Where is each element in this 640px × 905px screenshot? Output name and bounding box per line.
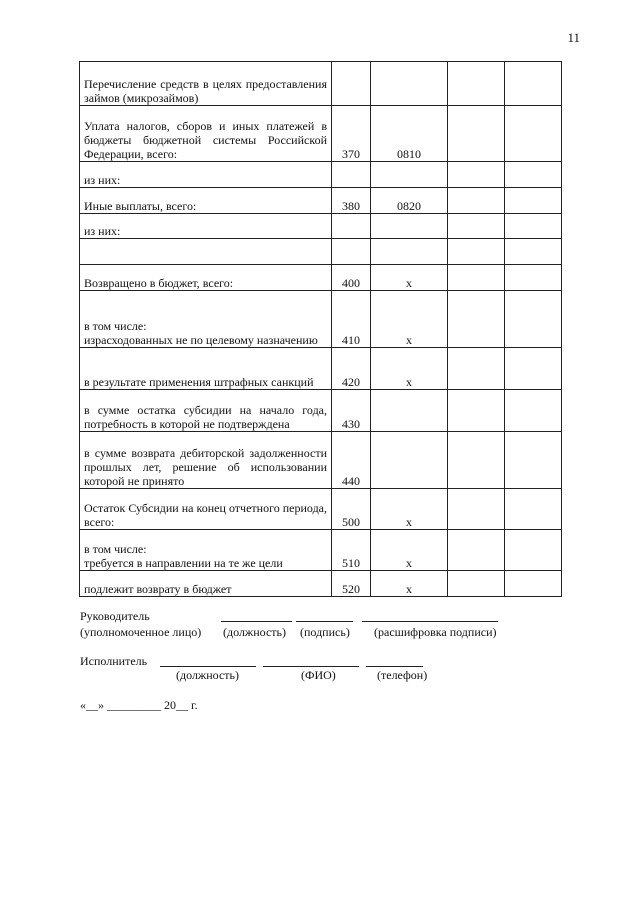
row-code: [371, 390, 448, 432]
value-cell: [448, 106, 505, 162]
table-row: [80, 106, 562, 162]
value-cell: [448, 265, 505, 291]
decryption-caption: (расшифровка подписи): [374, 625, 497, 639]
value-cell: [505, 62, 562, 106]
value-cell: [448, 162, 505, 188]
table-row: [80, 188, 562, 214]
executor-label: Исполнитель: [80, 654, 148, 668]
value-cell: [448, 188, 505, 214]
row-line-code: 410: [332, 291, 371, 348]
row-label: подлежит возврату в бюджет: [80, 571, 332, 597]
row-label: из них:: [80, 214, 332, 239]
value-cell: [505, 432, 562, 489]
value-cell: [448, 214, 505, 239]
value-cell: [505, 390, 562, 432]
value-cell: [505, 214, 562, 239]
row-code: [371, 62, 448, 106]
row-code: x: [371, 530, 448, 571]
value-cell: [448, 62, 505, 106]
value-cell: [448, 432, 505, 489]
table-row: [80, 390, 562, 432]
exec-position-line: [160, 666, 256, 667]
row-code: x: [371, 348, 448, 390]
row-code: [371, 214, 448, 239]
row-label: Иные выплаты, всего:: [80, 188, 332, 214]
row-label: Уплата налогов, сборов и иных платежей в бюджеты бюджетной системы Российской Федерации, всего:: [80, 106, 332, 162]
value-cell: [505, 571, 562, 597]
row-line-code: 520: [332, 571, 371, 597]
row-label: из них:: [80, 162, 332, 188]
page-number: 11: [567, 30, 580, 45]
value-cell: [448, 348, 505, 390]
row-code: [371, 432, 448, 489]
row-line-code: 430: [332, 390, 371, 432]
row-line-code: [332, 162, 371, 188]
row-code: [371, 162, 448, 188]
value-cell: [505, 106, 562, 162]
signature-line: [296, 621, 353, 622]
row-line-code: 380: [332, 188, 371, 214]
phone-caption: (телефон): [377, 668, 428, 682]
table-row: [80, 214, 562, 239]
value-cell: [505, 530, 562, 571]
row-code: 0810: [371, 106, 448, 162]
value-cell: [505, 348, 562, 390]
value-cell: [505, 489, 562, 530]
row-line-code: [332, 239, 371, 265]
row-line-code: 510: [332, 530, 371, 571]
value-cell: [505, 239, 562, 265]
position-caption: (должность): [223, 625, 286, 639]
table-row: [80, 348, 562, 390]
row-label: в том числе: требуется в направлении на те же цели: [80, 530, 332, 571]
phone-line: [366, 666, 423, 667]
head-sub-label: (уполномоченное лицо): [80, 625, 202, 639]
row-label: в том числе: израсходованных не по целевому назначению: [80, 291, 332, 348]
row-label: в результате применения штрафных санкций: [80, 348, 332, 390]
row-line-code: 440: [332, 432, 371, 489]
table-row: [80, 291, 562, 348]
fio-caption: (ФИО): [301, 668, 336, 682]
table-row: [80, 162, 562, 188]
value-cell: [448, 489, 505, 530]
table-row: [80, 489, 562, 530]
table-row: [80, 265, 562, 291]
row-label: Остаток Субсидии на конец отчетного периода, всего:: [80, 489, 332, 530]
value-cell: [505, 291, 562, 348]
row-label: [80, 239, 332, 265]
row-line-code: 420: [332, 348, 371, 390]
signature-caption: (подпись): [300, 625, 350, 639]
position-line: [221, 621, 292, 622]
row-label: Перечисление средств в целях предоставления займов (микрозаймов): [80, 62, 332, 106]
value-cell: [448, 571, 505, 597]
value-cell: [448, 291, 505, 348]
row-label: Возвращено в бюджет, всего:: [80, 265, 332, 291]
row-code: 0820: [371, 188, 448, 214]
row-code: x: [371, 265, 448, 291]
date-line: «__» _________ 20__ г.: [80, 698, 198, 712]
table-row: [80, 530, 562, 571]
row-label: в сумме остатка субсидии на начало года, потребность в которой не подтверждена: [80, 390, 332, 432]
table-row: [80, 432, 562, 489]
value-cell: [505, 162, 562, 188]
row-code: x: [371, 571, 448, 597]
table-row: [80, 571, 562, 597]
row-line-code: [332, 214, 371, 239]
row-label: в сумме возврата дебиторской задолженности прошлых лет, решение об использовании которой не принято: [80, 432, 332, 489]
value-cell: [448, 239, 505, 265]
fio-line: [263, 666, 359, 667]
table-row: [80, 62, 562, 106]
row-code: x: [371, 489, 448, 530]
value-cell: [448, 530, 505, 571]
row-line-code: [332, 62, 371, 106]
value-cell: [505, 188, 562, 214]
head-label: Руководитель: [80, 609, 150, 623]
row-line-code: 400: [332, 265, 371, 291]
row-code: x: [371, 291, 448, 348]
row-line-code: 370: [332, 106, 371, 162]
table-row: [80, 239, 562, 265]
row-code: [371, 239, 448, 265]
value-cell: [505, 265, 562, 291]
exec-position-caption: (должность): [176, 668, 239, 682]
report-table: [79, 61, 562, 597]
decryption-line: [362, 621, 498, 622]
row-line-code: 500: [332, 489, 371, 530]
value-cell: [448, 390, 505, 432]
